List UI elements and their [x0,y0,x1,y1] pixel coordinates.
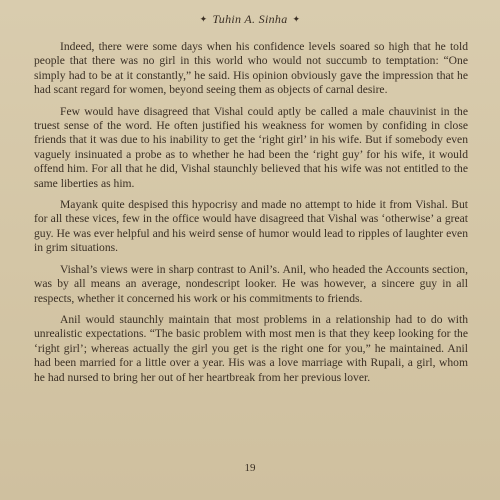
author-name: Tuhin A. Sinha [212,12,288,26]
body-text [34,40,468,392]
paragraph-3: Mayank quite despised this hypocrisy and made no attempt to hide it from Vishal. But for all these vices, few in the office would have disagreed that Vishal was ‘otherwise’ a great guy. He was ever helpful and his weird sense of humor would lead to ripples of laughter even in grim situations. [34,198,468,255]
paragraph-4: Vishal’s views were in sharp contrast to Anil’s. Anil, who headed the Accounts section, was by all means an average, nondescript looker. He was however, a sincere guy in all respects, whether it concerned his work or his commitments to friends. [34,262,468,305]
ornament-right-icon: ✦ [292,14,301,24]
page-number: 19 [244,462,256,474]
ornament-left-icon: ✦ [199,14,208,24]
paragraph-2: Few would have disagreed that Vishal could aptly be called a male chauvinist in the truest sense of the word. He often justified his weakness for women by confiding in close friends that it was due to his inability to get the ‘right girl’ in his wife. But if somebody even vaguely insinuated a probe as to whether he had been the ‘right guy’ for his wife, it would offend him. For all that he did, Vishal staunchly believed that his wife was not entitled to the same liberties as him. [34,104,468,190]
running-header [0,12,500,27]
paragraph-1: Indeed, there were some days when his confidence levels soared so high that he told people that there was no girl in this world who would not succumb to temptation: “One simply had to be at it constantly,” he said. His opinion obviously gave the impression that he had scant regard for women, beyond seeing them as objects of carnal desire. [34,40,468,97]
paragraph-5: Anil would staunchly maintain that most problems in a relationship had to do with unrealistic expectations. “The basic problem with most men is that they keep looking for the ‘right girl’; whereas actually the girl you get is the right one for you,” he maintained. Anil had been married for a little over a year. His was a love marriage with Rupali, a girl, whom he had nursed to bring her out of her heartbreak from her previous lover. [34,312,468,384]
